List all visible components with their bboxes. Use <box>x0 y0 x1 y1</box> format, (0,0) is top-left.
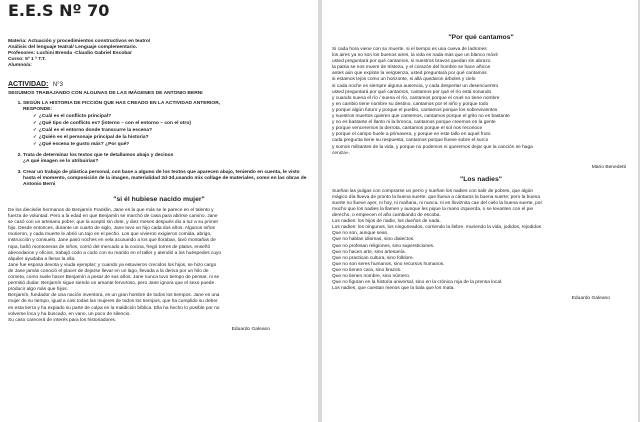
poem-text <box>332 189 630 293</box>
checkmark-icon: ✓ <box>33 113 37 118</box>
sub-question: ✓ ¿Quién es el personaje principal de la historia? <box>33 134 149 140</box>
story-line: producir algo más que hijos. <box>8 287 68 293</box>
poem-line: Los nadies, que cuestan menos que la bala que los mata. <box>332 286 455 292</box>
activity-label: ACTIVIDAD: <box>8 81 49 88</box>
poem-line: si estamos lejos como un horizonte, si allá quedaron árboles y cielo <box>332 77 476 83</box>
poem-line: Que no tienen nombre, sino número. <box>332 274 411 279</box>
poem-line: y cuando suena el río / suena el río, cantamos porque el cruel no tiene nombre <box>332 95 500 101</box>
question-text: 3. Crear un trabajo de plástica personal, con base a alguno de los textos que aparecen abajo, teniendo en cuenta, le visto hasta el momento, composición de la imagen, materialidad 2d-3d,usando mix collage de materiales, como en las obras de Antonio Berni <box>23 170 307 187</box>
story-line: permitió dudar. Benjamín sigue siendo un amante fervoroso, pero Jane ignora que el sexo puede <box>8 281 215 287</box>
question-text: 2. Trata de determinar los textos que te detallamos abajo y decinos <box>23 153 174 158</box>
question-2 <box>23 153 310 165</box>
story-line: murieron, y cada muerte le abrió un tajo en el pecho. Los que vivieron exigieron comida, abrigo, <box>8 232 212 238</box>
story-line: instrucción y consuelo. Jane pasó noches en vela acunando a los que lloraban, lavó montañas de <box>8 238 216 244</box>
sub-question-list <box>23 113 310 148</box>
poem-line: y porque algún futuro y porque el pueblo, cantamos porque los sobrevivientes <box>332 107 498 113</box>
poem-line: Que no profesan religiones, sino supersticiones. <box>332 243 435 249</box>
story-line: se casó con un artesano pobre, que la aceptó sin dote, y diez meses después dio a luz a su primer <box>8 220 219 226</box>
poem-line: antes aún que explote la vergüenza, usted preguntará por qué cantamos <box>332 71 487 77</box>
poem-line: Que no son seres humanos, sino recursos humanos. <box>332 261 445 267</box>
story-line: De los dieciséis hermanos de Benjamín Franklin, Jane es la que más se le parece en el talento y <box>8 208 214 213</box>
info-line: Profesores: Luchini Brenda -Claudio Gabriel Escobar <box>8 51 132 56</box>
poem-line: los aires ya no son los buenos aires, la vida es nada más que un blanco móvil <box>332 53 498 59</box>
poem-line: ceniza». <box>332 150 350 156</box>
story-line: mujer de su tiempo, igual a casi todas las mujeres de todos los tiempos, que ha cumplido su deber <box>8 299 218 305</box>
school-header: E.E.S Nº 70 <box>8 1 110 20</box>
story-line: volverse loca y ha buscado, en vano, un poco de silencio. <box>8 311 131 317</box>
story-line: Benjamín, fundador de una nación inventora, es un gran hombre de todos los tiempos. Jane es una <box>8 293 220 299</box>
question-text: RESPONDE: <box>23 107 53 112</box>
poem-line: y porque venceremos la derrota, cantamos porque el sol nos reconoce <box>332 126 483 132</box>
poem-line: si cada noche es siempre alguna ausencia, y cada despertar un desencuentro <box>332 83 499 89</box>
poem-author: Mario Benedetti <box>591 164 626 170</box>
poem-title: "Por qué cantamos" <box>448 34 514 41</box>
poem-line: y porque el campo huele a primavera, y porque en este tallo en aquel fruto <box>332 132 491 138</box>
story-author: Eduardo Galeano <box>231 326 270 332</box>
story-line: de Jane jamás conoció el placer de dejarse llevar en un lago, llevada a la deriva por un hilo de <box>8 268 209 274</box>
story-line: Su caso carecerá de interés para los historiadores. <box>8 317 117 323</box>
question-3 <box>23 170 310 188</box>
sub-question: ✓ ¿Qué tipo de conflicto es? (interno – con el entorno – con el otro) <box>33 120 191 126</box>
poem-line: cada pregunta tiene su respuesta, cantamos porque llueve sobre el surco <box>332 138 489 144</box>
story-line: fuerza de voluntad. Pero a la edad en que Benjamín se marchó de casa para abrirse camino, Jane <box>8 214 218 220</box>
question-1 <box>23 101 310 148</box>
poem-line: y nuestros muertos quieren que cantemos, cantamos porque el grito no es bastante <box>332 114 510 120</box>
checkmark-icon: ✓ <box>33 120 37 125</box>
poem-line: Que no practican cultura, sino folklore. <box>332 255 414 261</box>
poem-line: Los nadies: los ningunos, los ninguneados, corriendo la liebre, muriendo la vida, jodidos, rejodidos. <box>332 225 543 231</box>
story-text <box>8 208 310 324</box>
story-line: hijo. Desde entonces, durante un cuarto de siglo, Jane tuvo un hijo cada dos años. Algunos niños <box>8 226 215 232</box>
checkmark-icon: ✓ <box>33 127 37 132</box>
checkmark-icon: ✓ <box>33 134 37 139</box>
question-text: 1. SEGÚN LA HISTORIA DE FICCIÓN QUE HAS CREADO EN LA ACTIVIDAD ANTERIOR, <box>23 101 221 106</box>
story-line: alquiler ayudaba a llenar la olla. <box>8 256 76 262</box>
poem-line: Si cada hora viene con su muerte, si el tiempo es una cueva de ladrones <box>332 47 487 52</box>
poem-text <box>332 47 630 157</box>
poem-line: Que no son, aunque sean. <box>332 231 389 237</box>
poem-line: suerte no llueve ayer, ni hoy, ni mañana, ni nunca, ni en lloviznita cae del cielo la buena suerte, por <box>332 200 543 206</box>
poem-line: y en cambio tiene nombre su destino, cantamos por el niño y porque todo <box>332 101 489 107</box>
story-line: ropa, bañó montoneras de niños, corrió del mercado a la cocina, fregó torres de platos, enseñó <box>8 244 211 250</box>
poem-line: y no es bastante el llanto ni la bronca, cantamos porque creemos en la gente <box>332 120 496 126</box>
poem-line: Que no tienen cara, sino brazos. <box>332 267 402 273</box>
activity-number: N°3 <box>52 82 63 88</box>
activity-intro: SEGUIMOS TRABAJANDO CON ALGUNAS DE LAS IMÁGENES DE ANTONIO BERNI <box>8 91 203 96</box>
poem-line: mucho que los nadies la llamen y aunque les pique la mano izquierda, o se levanten con el pie <box>332 206 534 212</box>
sub-question: ✓ ¿Cuál es el entorno donde transcurre la escena? <box>33 127 153 133</box>
poem-line: usted preguntará por qué cantamos, si nuestros bravos quedan sin abrazo <box>332 59 491 65</box>
left-page <box>0 0 318 422</box>
poem-author: Eduardo Galeano <box>571 296 610 302</box>
question-list <box>8 101 310 188</box>
poem-line: y somos militantes de la vida, y porque no podemos ni queremos dejar que la canción se haga <box>332 144 533 150</box>
info-line: Alumno/a: <box>8 63 32 68</box>
story-title: "si él hubiese nacido mujer" <box>113 196 205 203</box>
poem-line: Que no hacen arte, sino artesanía. <box>332 249 406 255</box>
info-line: Análisis del lenguaje teatral/ Lenguaje complementario. <box>8 45 138 50</box>
story-line: Jane fue esposa devota y viuda ejemplar; y cuando ya estuvieron crecidos los hijos, se hizo cargo <box>8 262 217 268</box>
sub-question: ✓ ¿Cuál es el conflicto principal? <box>33 113 112 119</box>
poem-line: mágico día llueva de pronto la buena suerte, que llueva a cántaros la buena suerte; pero la buena <box>332 194 541 200</box>
right-page <box>322 0 638 422</box>
poem-line: derecho, o empiecen el año cambiando de escoba. <box>332 213 441 219</box>
poem-line: Los nadies: los hijos de nadie, los dueños de nada. <box>332 219 441 225</box>
course-info <box>8 39 310 69</box>
sub-question: ✓ ¿Qué escena te gusto más? ¿Por qué? <box>33 141 130 147</box>
poem-line: Que no figuran en la historia universal, sino en la crónica roja de la prensa local. <box>332 280 503 286</box>
poem-line: usted preguntará por qué cantamos, cantamos por qué el río está sonando <box>332 89 492 95</box>
poem-line: Sueñan las pulgas con comprarse un perro y sueñan los nadies con salir de pobres, que algún <box>332 188 534 194</box>
info-line: Materia: Actuación y procedimientos constructivos en teatro/ <box>8 39 151 44</box>
story-line: cometa, como suele hacer Benjamín a pesar de sus años. Jane nunca tuvo tiempo de pensar, ni se <box>8 275 220 281</box>
poem-title: "Los nadies" <box>460 175 502 183</box>
poem-line: la patria se nos muere de tristeza, y el corazón del hombre se hace añicos <box>332 65 491 71</box>
poem-line: Que no hablan idiomas, sino dialectos. <box>332 237 415 243</box>
question-text: ¿A qué imagen se lo atribuirías? <box>23 159 99 164</box>
story-line: abecedarios y oficios, trabajó codo a codo con su marido en el taller y atendió a los huéspedes cuyo <box>8 250 222 256</box>
checkmark-icon: ✓ <box>33 141 37 146</box>
activity-heading <box>8 73 310 91</box>
info-line: Curso: 5º 1 ª T.T. <box>8 57 46 62</box>
story-line: en esta tierra y ha expiado su parte de culpa en la maldición bíblica. Ella ha hecho lo posible por no <box>8 305 220 311</box>
